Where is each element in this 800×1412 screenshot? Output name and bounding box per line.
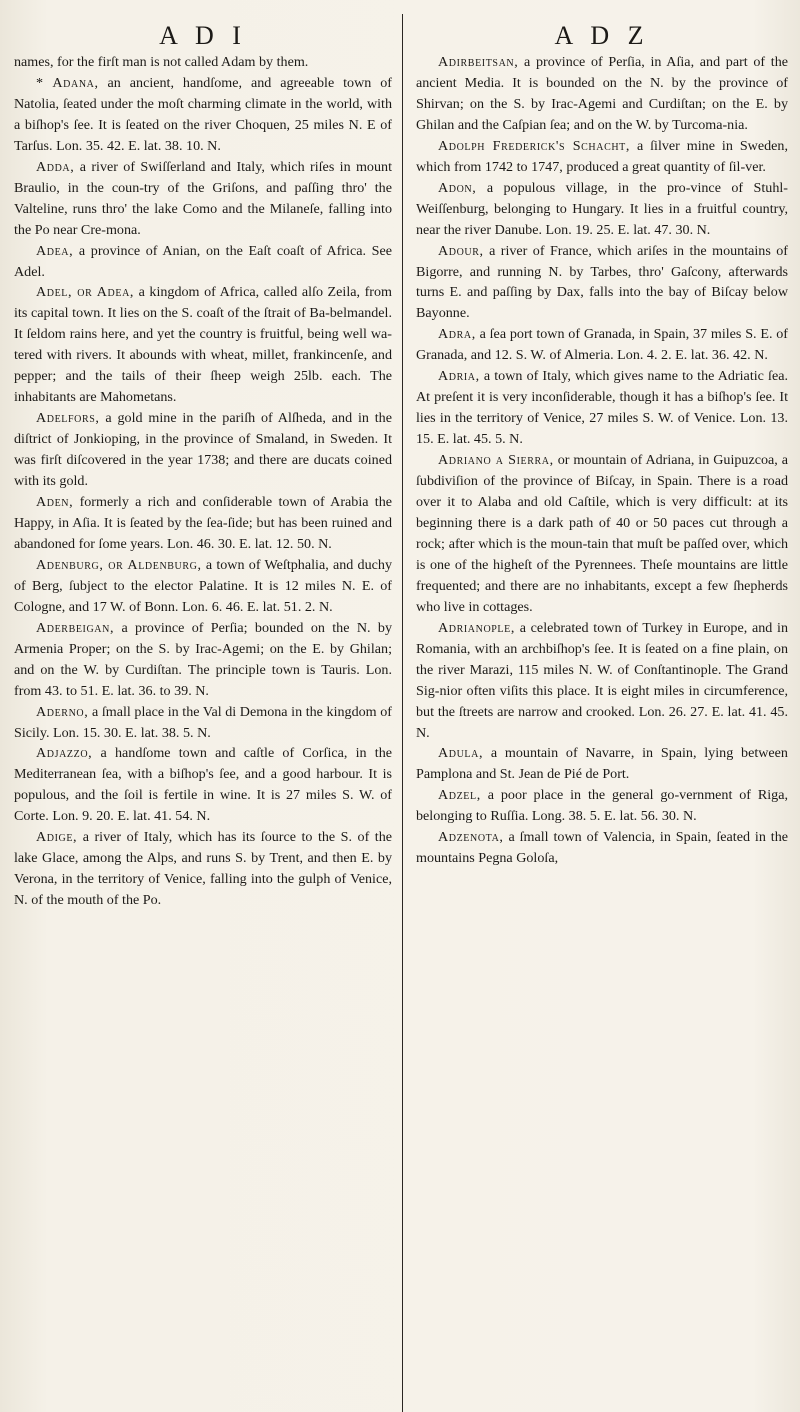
entry-headword: Adria, — [438, 368, 480, 385]
entry-text: a town of Weſtphalia, and duchy of Berg, ſubject to the elector Palatine. It is 12 miles N. E. of Cologne, and 17 W. of Bonn. Lon. 6. 46. E. lat. 51. 2. N. — [14, 556, 392, 615]
entry-text: a ſea port town of Granada, in Spain, 37 miles S. E. of Granada, and 12. S. W. of Almeria. Lon. 4. 2. E. lat. 36. 42. N. — [416, 326, 788, 364]
entry-text: formerly a rich and conſiderable town of Arabia the Happy, in Aſia. It is ſeated by the ſea-ſide; but has been ruined and abandoned for ſome years. Lon. 46. 30. E. lat. 12. 50. N. — [14, 494, 393, 552]
entry-headword: Adzenota, — [438, 829, 504, 846]
entry-text: names, for the firſt man is not called Adam by them. — [14, 54, 309, 70]
entry-headword: * Adana, — [36, 74, 99, 91]
entry — [14, 702, 392, 744]
entry — [14, 618, 392, 702]
entry-text: a ſmall town of Valencia, in Spain, ſeated in the mountains Pegna Goloſa, — [416, 829, 788, 867]
entry-text: a kingdom of Africa, called alſo Zeila, from its capital town. It lies on the S. coaſt of the ſtrait of Ba-belmandel. It ſeldom rains here, and yet the country is fruitful, being well wa-tered with rivers. It abounds with wheat, millet, frankincenſe, and pepper; and the tails of their ſheep weigh 25lb. each. The inhabitants are Mahometans. — [14, 284, 392, 406]
entry-text: a province of Anian, on the Eaſt coaſt of Africa. See Adel. — [14, 242, 392, 280]
entry — [416, 366, 788, 450]
entry — [416, 241, 788, 325]
entry-headword: Adea, — [36, 242, 74, 259]
entry-headword: Adolph Frederick's Schacht, — [438, 137, 630, 154]
entry-headword: Adon, — [438, 179, 477, 196]
entry-text: a province of Perſia, in Aſia, and part of the ancient Media. It is bounded on the N. by the province of Shirvan; on the S. by Irac-Agemi and Curdiſtan; on the E. by Ghilan and the Caſpian ſea; and on the W. by Turcoma-nia. — [416, 54, 789, 133]
running-head-right: A D Z — [554, 21, 650, 50]
entry-headword: Adelfors, — [36, 410, 100, 427]
entry — [416, 136, 788, 178]
entry-text: a river of France, which ariſes in the mountains of Bigorre, and running N. by Tarbes, thro' Gaſcony, afterwards turns E. and paſſing by Dax, falls into the bay of Biſcay below Bayonne. — [416, 242, 788, 322]
entry-headword: Adel, or Adea, — [36, 284, 135, 301]
entry-headword: Aderno, — [36, 703, 89, 720]
entry-headword: Adda, — [36, 158, 75, 175]
entry-headword: Aden, — [36, 494, 74, 511]
entry — [14, 157, 392, 241]
entry — [14, 52, 392, 73]
running-head-left: A D I — [159, 21, 247, 50]
entry-headword: Adirbeitsan, — [438, 54, 519, 70]
entry-text: a poor place in the general go-vernment of Riga, belonging to Ruſſia. Long. 38. 5. E. lat. 56. 30. N. — [416, 787, 788, 825]
entry — [14, 282, 392, 408]
entry — [416, 743, 788, 785]
entry-text: or mountain of Adriana, in Guipuzcoa, a ſubdiviſion of the province of Biſcay, in Spain. There is a road over it to Alaba and old Caſtile, which is very difficult: at its beginning there is a dark path of 40 or 50 paces cut through a rock; after which is the moun-tain that muſt be paſſed over, which is one of the higheſt of the Pyrennees. Theſe mountains are little frequented; and there are no inhabitants, except a few ſhepherds who live in cottages. — [416, 452, 788, 615]
entry-headword: Adrianople, — [438, 619, 515, 636]
right-column — [408, 22, 788, 911]
entry — [14, 743, 392, 827]
entry-text: a mountain of Navarre, in Spain, lying between Pamplona and St. Jean de Pié de Port. — [416, 745, 788, 783]
entry — [14, 73, 392, 157]
entry-text: a ſilver mine in Sweden, which from 1742 to 1747, produced a great quantity of ſil-ver. — [416, 137, 788, 175]
entry — [14, 408, 392, 492]
entry — [416, 450, 788, 618]
entry-headword: Aderbeigan, — [36, 619, 115, 636]
entry — [416, 178, 788, 241]
entry — [416, 827, 788, 869]
entry-headword: Adra, — [438, 326, 476, 343]
entry-headword: Adula, — [438, 745, 484, 762]
entry — [14, 241, 392, 283]
entry — [14, 827, 392, 911]
column-divider — [402, 14, 403, 1412]
entry — [416, 785, 788, 827]
left-column — [14, 22, 392, 911]
entry — [416, 324, 788, 366]
entry-headword: Adjazzo, — [36, 745, 93, 762]
entry-headword: Adzel, — [438, 787, 481, 804]
entry-text: a town of Italy, which gives name to the Adriatic ſea. At preſent it is very inconſiderable, though it has a biſhop's ſee. It lies in the territory of Venice, 27 miles S. W. of Venice. Lon. 13. 15. E. lat. 45. 5. N. — [416, 368, 788, 448]
entry — [14, 555, 392, 618]
entry-text: a river of Italy, which has its ſource to the S. of the lake Glace, among the Alps, and runs S. by Trent, and then E. by Verona, in the territory of Venice, falling into the gulph of Venice, N. of the mouth of the Po. — [14, 829, 393, 909]
entry-text: a gold mine in the pariſh of Alſheda, and in the diſtrict of Jonkioping, in the province of Smaland, in Sweden. It was firſt diſcovered in the year 1738; and there are ducats coined with its gold. — [14, 410, 392, 490]
entry-text: a river of Swiſſerland and Italy, which riſes in mount Braulio, in the coun-try of the Griſons, and paſſing thro' the Valteline, runs thro' the lake Como and the Milaneſe, falling into the Po near Cre-mona. — [14, 158, 392, 238]
entry-headword: Adriano a Sierra, — [438, 452, 554, 469]
entry — [14, 492, 392, 555]
entry-headword: Adige, — [36, 829, 78, 846]
entry-text: a populous village, in the pro-vince of Stuhl-Weiſſenburg, belonging to Hungary. It lies in a fruitful country, near the river Danube. Lon. 19. 25. E. lat. 47. 30. N. — [416, 179, 788, 238]
entry — [416, 618, 788, 744]
entry-text: a ſmall place in the Val di Demona in the kingdom of Sicily. Lon. 15. 30. E. lat. 38. 5. N. — [14, 703, 392, 741]
entry-text: an ancient, handſome, and agreeable town of Natolia, ſeated under the moſt charming climate in the world, with a biſhop's ſee. It is ſeated on the river Choquen, 25 miles N. E of Tarſus. Lon. 35. 42. E. lat. 38. 10. N. — [14, 74, 392, 154]
columns — [14, 22, 788, 911]
entry-text: a celebrated town of Turkey in Europe, and in Romania, with an archbiſhop's ſee. It is ſeated on a fine plain, on the river Marazi, 115 miles N. W. of Conſtantinople. The Grand Sig-nior often viſits this place. It is eight miles in circumference, but the ſtreets are narrow and crooked. Lon. 26. 27. E. lat. 41. 45. N. — [416, 619, 788, 741]
entry — [416, 52, 788, 136]
entry-headword: Adour, — [438, 242, 484, 259]
entry-headword: Adenburg, or Aldenburg, — [36, 556, 202, 573]
entry-text: a province of Perſia; bounded on the N. by Armenia Proper; on the S. by Irac-Agemi; on the E. by Ghilan; and on the W. by Curdiſtan. The principle town is Tauris. Lon. from 43. to 51. E. lat. 36. to 39. N. — [14, 619, 392, 699]
entry-text: a handſome town and caſtle of Corſica, in the Mediterranean ſea, with a biſhop's ſee, and a good harbour. It is populous, and the ſoil is fertile in wine. It is 27 miles S. W. of Corte. Lon. 9. 20. E. lat. 41. 54. N. — [14, 745, 392, 825]
